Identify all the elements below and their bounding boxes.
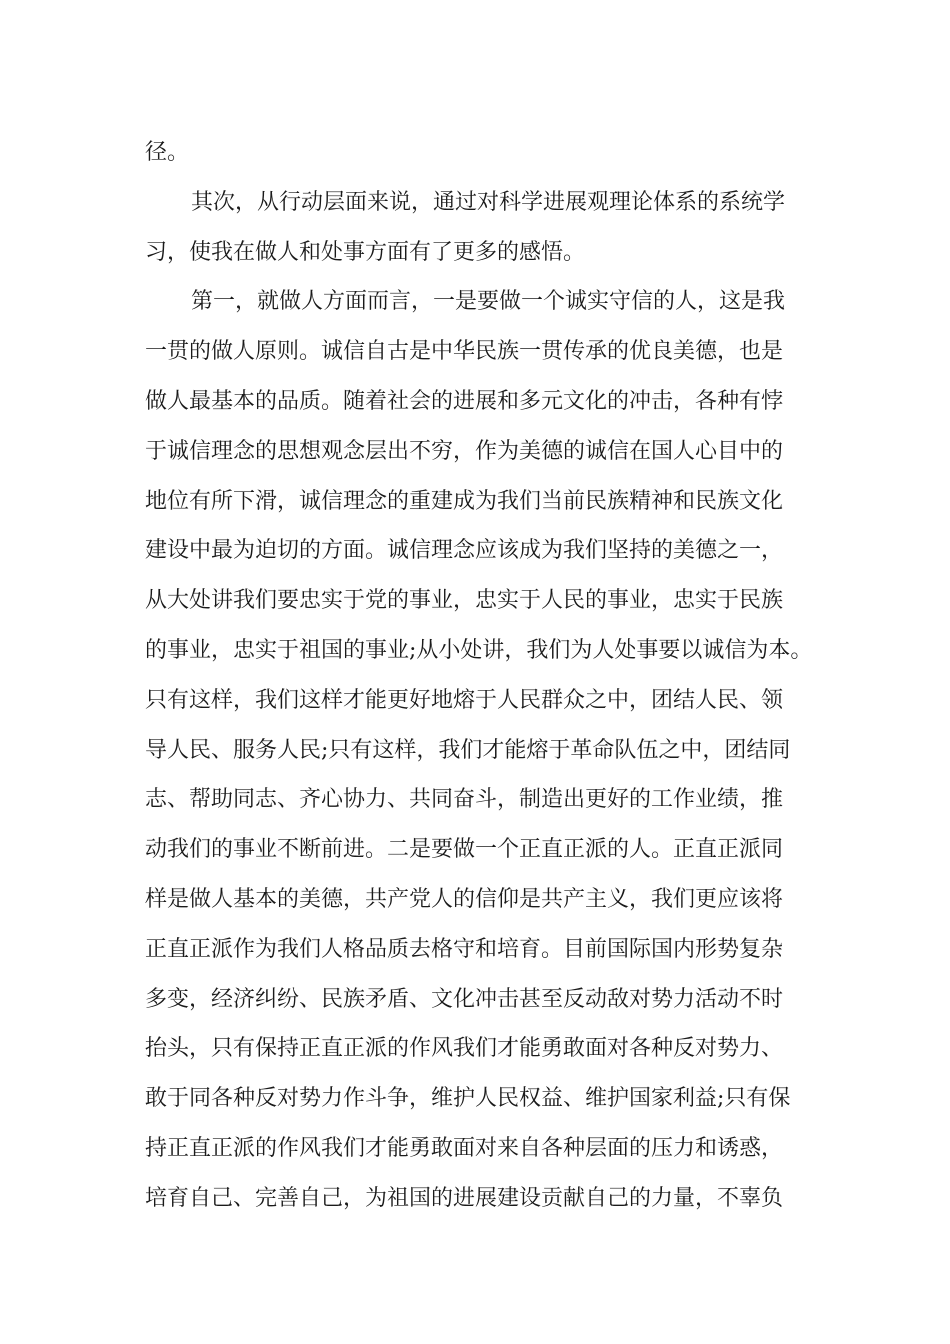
text-line: 径。 <box>145 140 190 165</box>
text-line: 第一，就做人方面而言，一是要做一个诚实守信的人，这是我 <box>191 289 786 315</box>
text-line: 建设中最为迫切的方面。诚信理念应该成为我们坚持的美德之一， <box>145 538 784 564</box>
text-line: 持正直正派的作风我们才能勇敢面对来自各种层面的压力和诱惑， <box>145 1135 784 1161</box>
text-line: 志、帮助同志、齐心协力、共同奋斗，制造出更好的工作业绩，推 <box>145 787 784 813</box>
text-line: 导人民、服务人民;只有这样，我们才能熔于革命队伍之中，团结同 <box>145 737 791 763</box>
text-line: 培育自己、完善自己，为祖国的进展建设贡献自己的力量，不辜负 <box>145 1185 784 1211</box>
text-line: 正直正派作为我们人格品质去格守和培育。目前国际国内形势复杂 <box>145 936 784 962</box>
text-line: 地位有所下滑，诚信理念的重建成为我们当前民族精神和民族文化 <box>145 488 784 514</box>
text-line: 多变，经济纠纷、民族矛盾、文化冲击甚至反动敌对势力活动不时 <box>145 986 784 1012</box>
text-line: 一贯的做人原则。诚信自古是中华民族一贯传承的优良美德，也是 <box>145 339 784 365</box>
document-body <box>145 128 813 1224</box>
text-line: 其次，从行动层面来说，通过对科学进展观理论体系的系统学 <box>191 189 786 215</box>
text-line: 动我们的事业不断前进。二是要做一个正直正派的人。正直正派同 <box>145 837 784 863</box>
text-line: 的事业，忠实于祖国的事业;从小处讲，我们为人处事要以诚信为本。 <box>145 637 813 663</box>
text-line: 做人最基本的品质。随着社会的进展和多元文化的冲击，各种有悖 <box>145 388 784 414</box>
text-line: 于诚信理念的思想观念层出不穷，作为美德的诚信在国人心目中的 <box>145 438 784 464</box>
text-line: 样是做人基本的美德，共产党人的信仰是共产主义，我们更应该将 <box>145 886 784 912</box>
text-line: 抬头，只有保持正直正派的作风我们才能勇敢面对各种反对势力、 <box>145 1036 784 1062</box>
text-line: 习，使我在做人和处事方面有了更多的感悟。 <box>145 239 586 265</box>
text-line: 从大处讲我们要忠实于党的事业，忠实于人民的事业，忠实于民族 <box>145 588 784 614</box>
text-line: 敢于同各种反对势力作斗争，维护人民权益、维护国家利益;只有保 <box>145 1086 791 1112</box>
text-line: 只有这样，我们这样才能更好地熔于人民群众之中，团结人民、领 <box>145 687 784 713</box>
